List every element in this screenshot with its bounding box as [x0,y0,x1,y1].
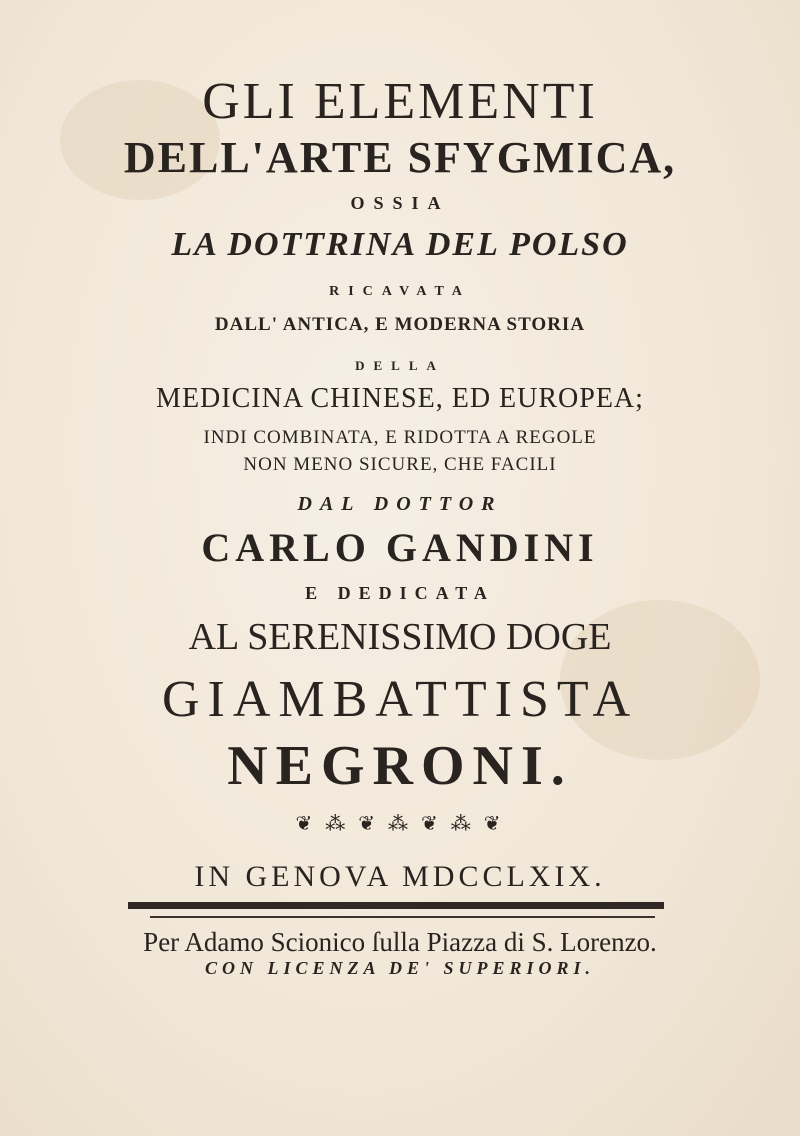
thick-rule [128,902,664,909]
thin-rule [150,916,655,918]
ricavata-line: RICAVATA [329,284,471,299]
title-line-2: DELL'ARTE SFYGMICA, [123,133,677,182]
imprint-line: IN GENOVA MDCCLXIX. [194,860,606,893]
dedicatee-surname: NEGRONI. [227,735,573,797]
dedicata-line: E DEDICATA [305,583,495,603]
medicina-line: MEDICINA CHINESE, ED EUROPEA; [156,383,644,414]
della-line: DELLA [355,358,445,373]
subtitle-line: LA DOTTRINA DEL POLSO [171,226,629,263]
author-name: CARLO GANDINI [201,525,599,570]
printer-line: Per Adamo Scionico ſulla Piazza di S. Lorenzo. [143,927,657,957]
dedication-line: AL SERENISSIMO DOGE [188,616,612,658]
combinata-line: INDI COMBINATA, E RIDOTTA A REGOLE [203,427,597,448]
sicure-line: NON MENO SICURE, CHE FACILI [243,454,557,475]
ossia-line: OSSIA [350,193,450,213]
source-line: DALL' ANTICA, E MODERNA STORIA [214,314,586,335]
title-line-1: GLI ELEMENTI [202,73,598,130]
license-line: CON LICENZA DE' SUPERIORI. [204,958,596,978]
ornament-row: ❦ ⁂ ❦ ⁂ ❦ ⁂ ❦ [295,813,505,835]
dal-dottor-line: DAL DOTTOR [297,493,503,515]
dedicatee-first-name: GIAMBATTISTA [161,671,639,728]
